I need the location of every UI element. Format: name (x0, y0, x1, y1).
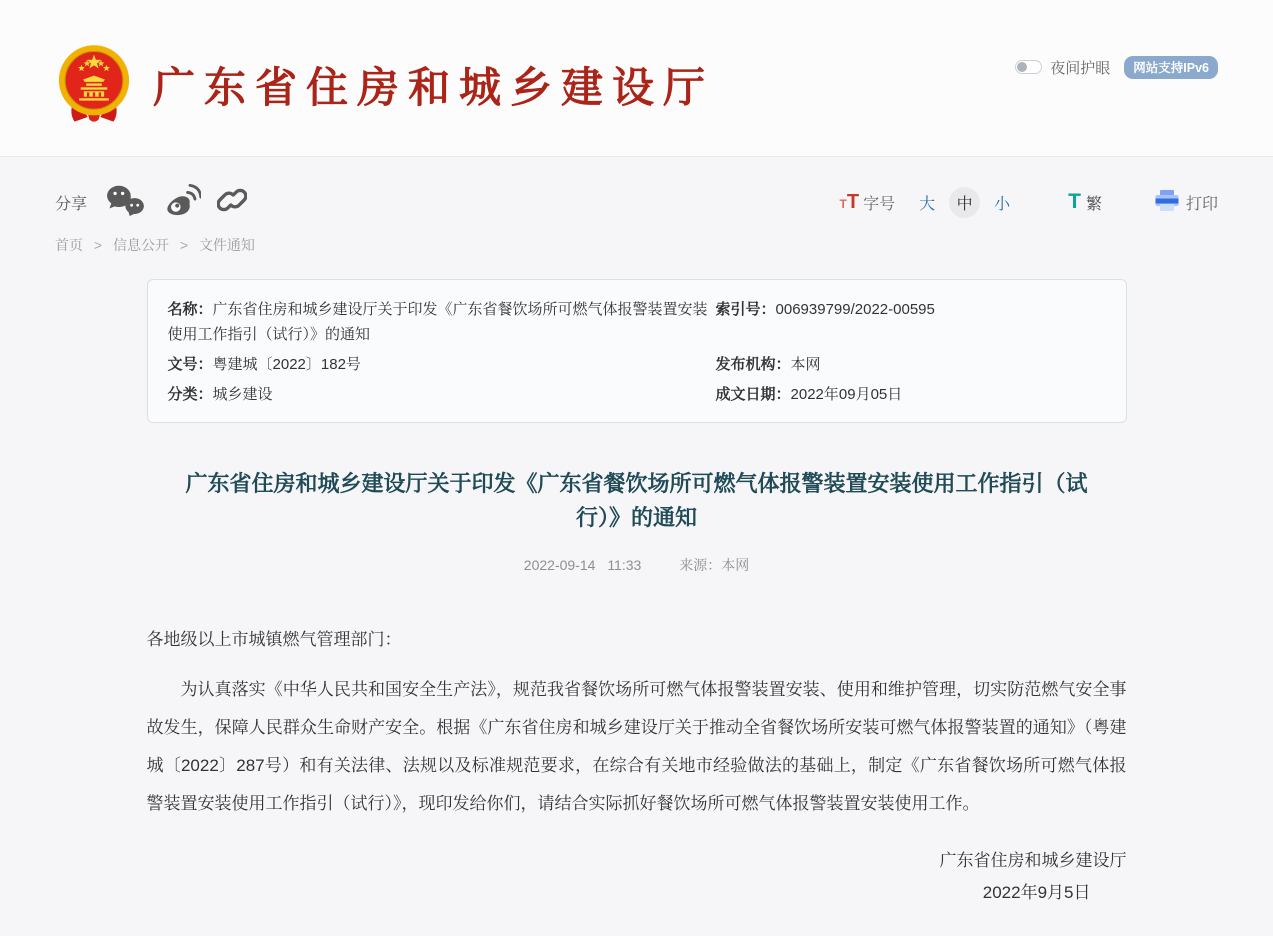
source-value: 本网 (721, 557, 750, 573)
publish-time: 11:33 (607, 557, 642, 573)
traditional-t-icon: T (1068, 190, 1081, 213)
document-info-card (147, 279, 1127, 423)
article-paragraph: 为认真落实《中华人民共和国安全生产法》，规范我省餐饮场所可燃气体报警装置安装、使用和维护管理，切实防范燃气安全事故发生，保障人民群众生命财产安全。根据《广东省住房和城乡建设厅关于推动全省餐饮场所安装可燃气体报警装置的通知》（粤建城〔2022〕287号）和有关法律、法规以及标准规范要求，在综合有关地市经验做法的基础上，制定《广东省餐饮场所可燃气体报警装置安装使用工作指引（试行）》，现印发给你们，请结合实际抓好餐饮场所可燃气体报警装置安装使用工作。 (146, 680, 1127, 813)
doc-category-value: 城乡建设 (212, 386, 273, 403)
doc-number-value: 粤建城〔2022〕182号 (212, 356, 361, 373)
doc-category-item (168, 382, 716, 407)
breadcrumb-info-disclosure[interactable]: 信息公开 (112, 237, 169, 253)
doc-number-item (168, 352, 716, 377)
night-mode-toggle[interactable] (1015, 60, 1042, 74)
doc-index-item (716, 297, 1106, 347)
font-size-small[interactable]: 小 (994, 195, 1011, 213)
site-title: 广东省住房和城乡建设厅 (153, 64, 715, 111)
copy-link-button[interactable] (217, 185, 247, 220)
article-meta (147, 555, 1127, 575)
weibo-share-button[interactable] (161, 183, 201, 222)
ipv6-badge: 网站支持IPv6 (1124, 56, 1218, 79)
breadcrumb (0, 235, 1273, 255)
site-brand (55, 42, 714, 128)
doc-index-value: 006939799/2022-00595 (775, 301, 935, 318)
doc-index-label: 索引号： (715, 301, 776, 318)
doc-number-label: 文号： (167, 356, 213, 373)
article-salutation: 各地级以上市城镇燃气管理部门： (146, 630, 402, 649)
doc-issue-date-value: 2022年09月05日 (790, 386, 903, 403)
print-button[interactable] (1154, 188, 1218, 217)
font-size-large[interactable]: 大 (919, 195, 936, 213)
doc-name-value: 广东省住房和城乡建设厅关于印发《广东省餐饮场所可燃气体报警装置安装使用工作指引（试行）》的通知 (167, 301, 708, 343)
doc-issue-date-item (716, 382, 1106, 407)
article-title: 广东省住房和城乡建设厅关于印发《广东省餐饮场所可燃气体报警装置安装使用工作指引（试行）》的通知 (185, 471, 1088, 530)
print-label: 打印 (1185, 195, 1218, 213)
breadcrumb-separator: > (93, 237, 103, 253)
source-label: 来源： (679, 557, 722, 573)
night-mode-label: 夜间护眼 (1050, 59, 1111, 77)
header-utilities (1015, 56, 1218, 79)
publish-date: 2022-09-14 (523, 557, 596, 573)
share-tools (55, 183, 247, 222)
page-tools (840, 187, 1218, 218)
toggle-knob (1017, 62, 1027, 72)
toolbar (0, 179, 1273, 225)
breadcrumb-file-notice[interactable]: 文件通知 (198, 237, 255, 253)
doc-agency-value: 本网 (790, 356, 821, 373)
weibo-icon (161, 183, 201, 222)
doc-name-label: 名称： (167, 301, 213, 318)
doc-issue-date-label: 成文日期： (715, 386, 791, 403)
font-size-medium[interactable]: 中 (949, 187, 980, 218)
wechat-share-button[interactable] (105, 183, 145, 222)
breadcrumb-home[interactable]: 首页 (55, 237, 83, 253)
article-body (147, 621, 1127, 909)
share-label: 分享 (55, 195, 88, 213)
font-size-label: 字号 (863, 195, 896, 213)
doc-name-item (168, 297, 716, 347)
traditional-chinese-button[interactable] (1068, 190, 1102, 214)
article-signature (147, 845, 1127, 909)
wechat-icon (105, 183, 145, 222)
doc-agency-item (716, 352, 1106, 377)
signature-name: 广东省住房和城乡建设厅 (939, 851, 1127, 870)
national-emblem-icon (55, 42, 133, 128)
main-content (147, 279, 1127, 909)
breadcrumb-separator: > (179, 237, 189, 253)
site-header (0, 0, 1273, 157)
doc-category-label: 分类： (167, 386, 213, 403)
traditional-label: 繁 (1085, 195, 1102, 213)
font-resize-icon: TT (839, 190, 860, 213)
doc-agency-label: 发布机构： (715, 356, 791, 373)
printer-icon (1154, 188, 1186, 217)
link-icon (217, 185, 247, 220)
signature-date: 2022年9月5日 (982, 883, 1091, 902)
